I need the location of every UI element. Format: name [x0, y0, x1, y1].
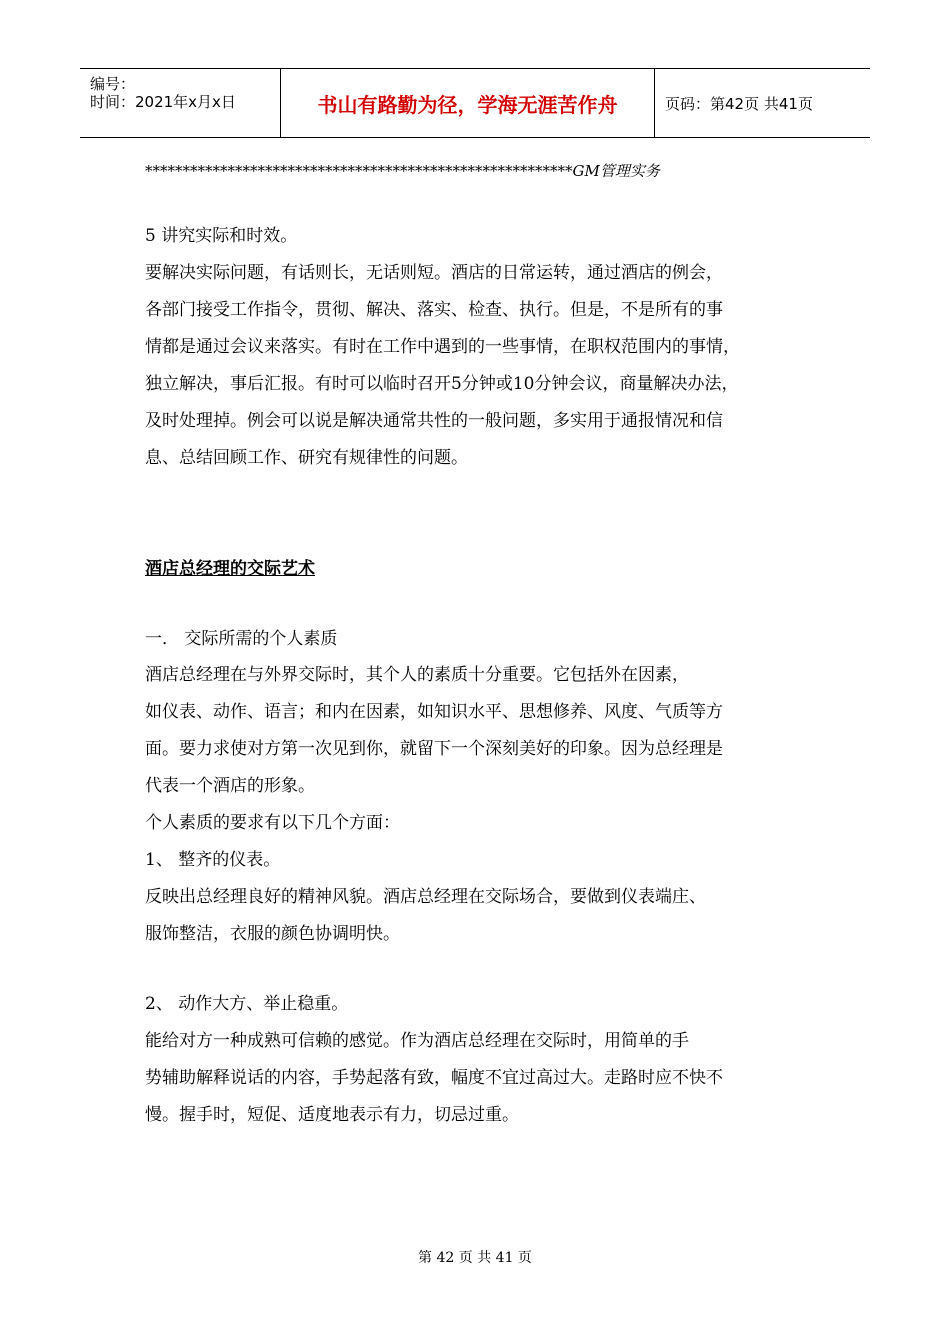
- header-page-info: 页码：第42页 共41页: [665, 94, 813, 113]
- body-line: 面。要力求使对方第一次见到你，就留下一个深刻美好的印象。因为总经理是: [145, 739, 723, 759]
- body-line: 酒店总经理在与外界交际时，其个人的素质十分重要。它包括外在因素，: [145, 665, 689, 685]
- page-footer: 第 42 页 共 41 页: [418, 1250, 532, 1266]
- body-line: 势辅助解释说话的内容，手势起落有致，幅度不宜过高过大。走路时应不快不: [145, 1068, 723, 1088]
- body-line: 1、 整齐的仪表。: [145, 850, 281, 870]
- body-line: 各部门接受工作指令，贯彻、解决、落实、检查、执行。但是，不是所有的事: [145, 300, 723, 320]
- motto-text: 书山有路勤为径，学海无涯苦作舟: [317, 92, 618, 117]
- body-line: 要解决实际问题，有话则长，无话则短。酒店的日常运转，通过酒店的例会，: [145, 263, 723, 283]
- header-meta: [80, 69, 281, 137]
- body-line: 能给对方一种成熟可信赖的感觉。作为酒店总经理在交际时，用简单的手: [145, 1031, 689, 1051]
- body-line: 个人素质的要求有以下几个方面：: [145, 813, 400, 833]
- separator-line: [145, 160, 660, 181]
- doc-time-label: 时间：2021年x月x日: [90, 93, 236, 111]
- body-line: 息、总结回顾工作、研究有规律性的问题。: [145, 448, 468, 468]
- body-line: 一． 交际所需的个人素质: [145, 629, 338, 649]
- body-line: 反映出总经理良好的精神风貌。酒店总经理在交际场合，要做到仪表端庄、: [145, 887, 706, 907]
- doc-number-label: 编号：: [90, 75, 136, 93]
- section-title: 酒店总经理的交际艺术: [145, 559, 315, 579]
- body-line: 如仪表、动作、语言；和内在因素，如知识水平、思想修养、风度、气质等方: [145, 702, 723, 722]
- body-line: 代表一个酒店的形象。: [145, 776, 315, 796]
- body-line: 独立解决，事后汇报。有时可以临时召开5分钟或10分钟会议，商量解决办法，: [145, 374, 739, 394]
- body-line: 及时处理掉。例会可以说是解决通常共性的一般问题，多实用于通报情况和信: [145, 411, 723, 431]
- separator-tag: GM管理实务: [572, 162, 660, 180]
- body-line: 慢。握手时，短促、适度地表示有力，切忌过重。: [145, 1105, 519, 1125]
- separator-stars: *********************************************************: [145, 162, 573, 180]
- body-line: 服饰整洁，衣服的颜色协调明快。: [145, 924, 400, 944]
- body-line: 情都是通过会议来落实。有时在工作中遇到的一些事情，在职权范围内的事情，: [145, 337, 740, 357]
- body-line: 5 讲究实际和时效。: [145, 226, 298, 246]
- page-header: [80, 68, 870, 138]
- header-motto: [281, 69, 655, 137]
- body-line: 2、 动作大方、举止稳重。: [145, 994, 349, 1014]
